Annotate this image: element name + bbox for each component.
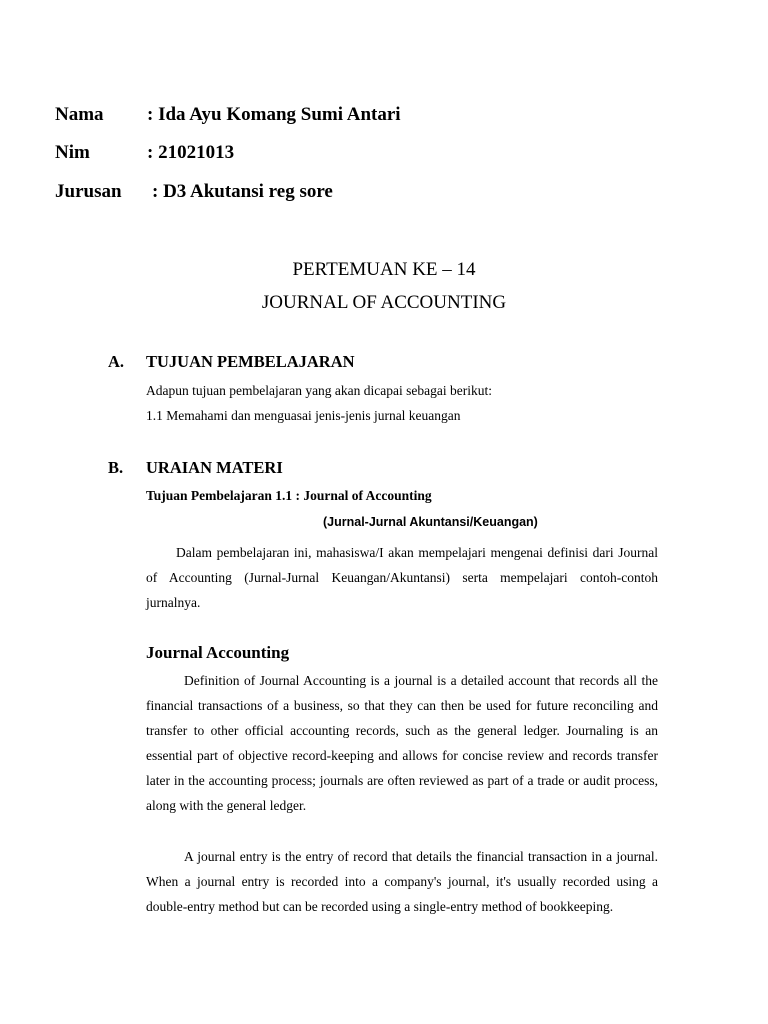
- section-a-item: 1.1 Memahami dan menguasai jenis-jenis jurnal keuangan: [146, 408, 461, 423]
- document-title: JOURNAL OF ACCOUNTING: [261, 292, 507, 313]
- name-value: : Ida Ayu Komang Sumi Antari: [147, 104, 401, 125]
- section-a-title: TUJUAN PEMBELAJARAN: [146, 352, 355, 371]
- journal-accounting-paragraph-1: Definition of Journal Accounting is a journal is a detailed account that records all the financial transactions of a business, so that they can then be used for future reconciling and transfer to other official accounting records, such as the general ledger. Journaling is an essential part of objective record-keeping and allows for concise review and records transfer later in the accounting process; journals are often reviewed as part of a trade or audit process, along with the general ledger.: [146, 673, 658, 813]
- intro-paragraph: Dalam pembelajaran ini, mahasiswa/I akan mempelajari mengenai definisi dari Journal of Accounting (Jurnal-Jurnal Keuangan/Akuntansi) serta mempelajari contoh-contoh jurnalnya.: [146, 545, 658, 610]
- section-b-subtitle: Tujuan Pembelajaran 1.1 : Journal of Accounting: [146, 488, 432, 503]
- jurusan-value: : D3 Akutansi reg sore: [152, 181, 333, 202]
- section-b-title: URAIAN MATERI: [146, 458, 283, 477]
- jurusan-label: Jurusan: [55, 181, 122, 202]
- section-b-letter: B.: [108, 458, 124, 477]
- section-b-subtitle2: (Jurnal-Jurnal Akuntansi/Keuangan): [323, 515, 538, 529]
- journal-accounting-paragraph-2: A journal entry is the entry of record that details the financial transaction in a journal. When a journal entry is recorded into a company's journal, it's usually recorded using a double-entry method but can be recorded using a single-entry method of bookkeeping.: [146, 849, 658, 914]
- nim-value: : 21021013: [147, 142, 235, 163]
- section-a-intro: Adapun tujuan pembelajaran yang akan dicapai sebagai berikut:: [146, 383, 492, 398]
- journal-accounting-heading: Journal Accounting: [146, 643, 290, 662]
- nim-label: Nim: [55, 142, 90, 163]
- name-label: Nama: [55, 104, 104, 125]
- section-a-letter: A.: [108, 352, 125, 371]
- meeting-title: PERTEMUAN KE – 14: [292, 259, 476, 280]
